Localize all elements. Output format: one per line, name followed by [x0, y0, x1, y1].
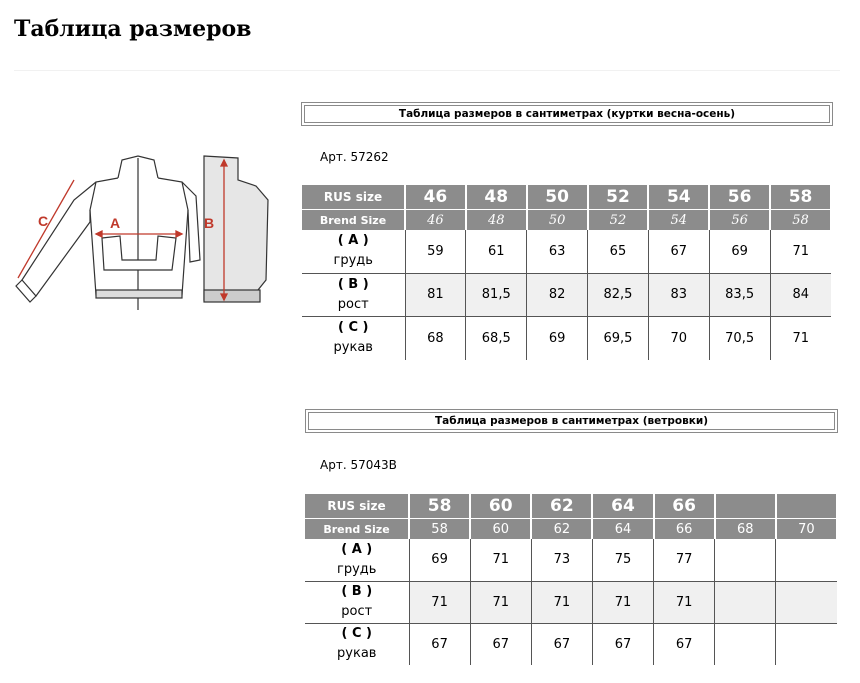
- measure-code: ( A ): [341, 541, 373, 557]
- measure-name: рост: [341, 604, 373, 619]
- value-cell: [715, 623, 776, 665]
- rus-size-cell: [715, 494, 776, 519]
- value-cell: 82,5: [588, 273, 649, 316]
- value-cell: 75: [592, 539, 653, 581]
- measure-code: ( C ): [341, 626, 372, 642]
- value-cell: 67: [470, 623, 531, 665]
- value-cell: 82: [527, 273, 588, 316]
- rus-size-cell: 64: [592, 494, 653, 519]
- value-cell: 71: [654, 581, 715, 623]
- brand-size-row: [302, 210, 831, 231]
- value-cell: 70: [648, 316, 709, 360]
- value-cell: 73: [531, 539, 592, 581]
- table1-header: [301, 102, 833, 126]
- value-cell: 84: [770, 273, 831, 316]
- rus-size-cell: 62: [531, 494, 592, 519]
- measure-name: рост: [337, 296, 369, 312]
- brand-size-row: [305, 519, 837, 540]
- rus-size-cell: 58: [770, 185, 831, 210]
- rus-size-row: [305, 494, 837, 519]
- brand-size-cell: 54: [648, 210, 709, 231]
- value-cell: 61: [466, 230, 527, 273]
- table2-article: Арт. 57043B: [320, 458, 397, 472]
- measure-code: ( B ): [337, 276, 369, 292]
- value-cell: 67: [531, 623, 592, 665]
- value-cell: 71: [592, 581, 653, 623]
- value-cell: 71: [531, 581, 592, 623]
- value-cell: 68,5: [466, 316, 527, 360]
- brand-size-cell: 64: [592, 519, 653, 540]
- value-cell: 83: [648, 273, 709, 316]
- rus-size-cell: 58: [409, 494, 470, 519]
- value-cell: [776, 581, 837, 623]
- measure-name: рукав: [333, 340, 373, 356]
- size-table-2: [305, 494, 838, 665]
- measure-code: ( A ): [337, 233, 369, 249]
- table1-header-text: Таблица размеров в сантиметрах (куртки весна-осень): [304, 105, 830, 123]
- brand-size-cell: 48: [466, 210, 527, 231]
- brand-size-cell: 46: [405, 210, 466, 231]
- label-a: A: [110, 215, 121, 231]
- rus-size-cell: 60: [470, 494, 531, 519]
- measure-label: [302, 230, 405, 273]
- brand-size-cell: 66: [654, 519, 715, 540]
- label-c: C: [38, 213, 49, 229]
- brand-size-cell: 50: [527, 210, 588, 231]
- divider: [14, 70, 840, 71]
- value-cell: [715, 581, 776, 623]
- rus-size-cell: 52: [588, 185, 649, 210]
- rus-size-label: RUS size: [305, 494, 409, 519]
- measure-label: [302, 316, 405, 360]
- value-cell: 71: [470, 539, 531, 581]
- value-cell: 71: [409, 581, 470, 623]
- value-cell: 63: [527, 230, 588, 273]
- brand-size-cell: 62: [531, 519, 592, 540]
- measure-label: [302, 273, 405, 316]
- value-cell: 59: [405, 230, 466, 273]
- value-cell: [776, 623, 837, 665]
- brand-size-cell: 58: [770, 210, 831, 231]
- rus-size-label: RUS size: [302, 185, 405, 210]
- brand-size-cell: 58: [409, 519, 470, 540]
- measure-row-sleeve: [305, 623, 837, 665]
- measure-row-height: [305, 581, 837, 623]
- jacket-illustration: [12, 150, 292, 320]
- rus-size-cell: 56: [709, 185, 770, 210]
- value-cell: 69,5: [588, 316, 649, 360]
- value-cell: 68: [405, 316, 466, 360]
- rus-size-cell: 54: [648, 185, 709, 210]
- value-cell: 81: [405, 273, 466, 316]
- rus-size-cell: [776, 494, 837, 519]
- measure-name: рукав: [337, 646, 377, 662]
- brand-size-label: Brend Size: [305, 519, 409, 540]
- value-cell: 70,5: [709, 316, 770, 360]
- rus-size-cell: 46: [405, 185, 466, 210]
- measure-row-chest: [302, 230, 831, 273]
- value-cell: 71: [792, 330, 810, 346]
- value-cell: 71: [770, 230, 831, 273]
- measure-label: [305, 539, 409, 581]
- value-cell: 67: [592, 623, 653, 665]
- brand-size-cell: 70: [776, 519, 837, 540]
- brand-size-cell: 52: [588, 210, 649, 231]
- value-cell: [776, 539, 837, 581]
- brand-size-cell: 68: [715, 519, 776, 540]
- measure-code: ( C ): [338, 320, 369, 336]
- table2-header: [305, 409, 838, 433]
- brand-size-cell: 60: [470, 519, 531, 540]
- value-cell: 67: [654, 623, 715, 665]
- label-b: B: [204, 215, 215, 231]
- brand-size-cell: 56: [709, 210, 770, 231]
- value-cell: 69: [409, 539, 470, 581]
- value-cell: 83,5: [709, 273, 770, 316]
- value-cell: 67: [648, 230, 709, 273]
- rus-size-row: [302, 185, 831, 210]
- page-title: Таблица размеров: [14, 16, 252, 42]
- value-cell: 71: [470, 581, 531, 623]
- measure-code: ( B ): [341, 584, 373, 599]
- measure-row-sleeve: [302, 316, 831, 360]
- value-cell: 69: [527, 316, 588, 360]
- measure-name: грудь: [337, 561, 377, 577]
- measure-label: [305, 623, 409, 665]
- value-cell: 65: [588, 230, 649, 273]
- measure-name: грудь: [333, 253, 373, 269]
- value-cell: 77: [654, 539, 715, 581]
- measure-c: [18, 180, 74, 278]
- table1-article: Арт. 57262: [320, 150, 389, 164]
- measure-row-chest: [305, 539, 837, 581]
- rus-size-cell: 48: [466, 185, 527, 210]
- size-table-1: [302, 185, 832, 360]
- value-cell: [715, 539, 776, 581]
- value-cell: 69: [709, 230, 770, 273]
- measure-row-height: [302, 273, 831, 316]
- table2-header-text: Таблица размеров в сантиметрах (ветровки): [308, 412, 835, 430]
- value-cell: 67: [409, 623, 470, 665]
- brand-size-label: Brend Size: [302, 210, 405, 231]
- rus-size-cell: 50: [527, 185, 588, 210]
- value-cell: 81,5: [466, 273, 527, 316]
- measure-label: [305, 581, 409, 623]
- rus-size-cell: 66: [654, 494, 715, 519]
